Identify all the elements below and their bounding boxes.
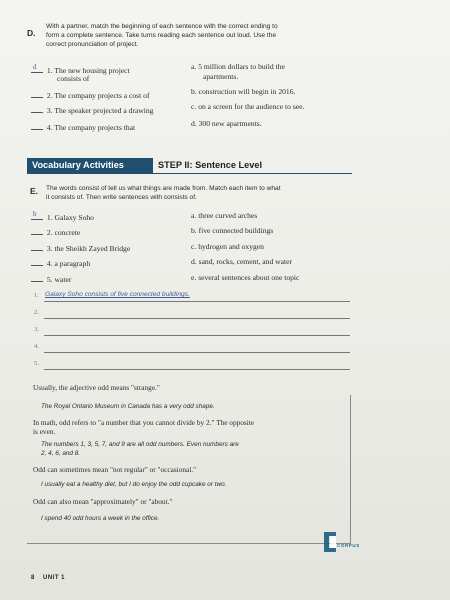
example-sentence: I spend 40 odd hours a week in the office. <box>41 515 160 522</box>
option-letter: b. <box>191 226 197 235</box>
section-e-instruction-line: The words consist of tell us what things are made from. Match each item to what <box>46 185 281 192</box>
example-sentence: I usually eat a healthy diet, but I do enjoy the odd cupcake or two. <box>41 481 227 488</box>
section-d-instructions <box>46 22 278 49</box>
definition-line: In math, odd refers to "a number that you cannot divide by 2." The opposite <box>33 418 255 427</box>
option-letter: d. <box>191 257 197 266</box>
option-text: construction will begin in 2016. <box>198 87 296 96</box>
item-number: 2. <box>46 91 53 100</box>
writing-line[interactable] <box>44 369 350 370</box>
item-number: 3. <box>46 244 53 253</box>
d-right-item-a <box>191 62 285 71</box>
answer-blank[interactable] <box>31 121 43 130</box>
option-text: on a screen for the audience to see. <box>198 102 305 111</box>
answer-blank[interactable] <box>31 64 43 73</box>
example-sentence: The Royal Ontario Museum in Canada has a very odd shape. <box>41 403 215 410</box>
writing-line[interactable] <box>44 335 350 336</box>
item-text: water <box>54 275 72 284</box>
option-text: 5 million dollars to build the <box>198 62 285 71</box>
unit-label: UNIT 1 <box>43 575 66 581</box>
writing-line[interactable] <box>44 318 350 319</box>
option-letter: c. <box>191 242 197 251</box>
option-letter: a. <box>191 211 197 220</box>
header-divider <box>27 173 352 174</box>
d-left-item-2 <box>31 89 149 100</box>
section-e-letter: E. <box>30 186 39 196</box>
handwritten-answer: b <box>33 210 37 218</box>
section-d-instruction-line: With a partner, match the beginning of each sentence with the correct ending to <box>46 23 278 30</box>
option-text: five connected buildings <box>198 226 274 235</box>
handwritten-answer: d <box>33 63 37 71</box>
answer-blank[interactable] <box>31 89 43 98</box>
option-text: sand, rocks, cement, and water <box>198 257 293 266</box>
page-footer <box>31 575 65 581</box>
line-number: 3. <box>34 326 39 333</box>
page-number: 8 <box>31 575 35 581</box>
example-sentence <box>41 441 239 458</box>
answer-blank[interactable] <box>31 104 43 113</box>
section-d-letter: D. <box>27 28 36 38</box>
odd-intro: Usually, the adjective odd means "strange." <box>33 383 160 392</box>
example-line: 2, 4, 6, and 8. <box>41 449 81 457</box>
option-text: three curved arches <box>198 211 258 220</box>
section-d-instruction-line: correct pronunciation of project. <box>46 41 139 48</box>
writing-line[interactable] <box>44 352 350 353</box>
d-left-item-1-cont: consists of <box>57 74 90 83</box>
item-text: The company projects a cost of <box>54 91 150 100</box>
item-number: 5. <box>46 275 53 284</box>
odd-approximate-definition: Odd can also mean "approximately" or "about." <box>33 497 173 506</box>
item-text: The new housing project <box>54 66 130 75</box>
line-number: 1. <box>34 292 39 299</box>
answer-blank[interactable] <box>31 257 43 266</box>
d-right-item-a-cont: apartments. <box>203 72 239 81</box>
e-left-item-1 <box>31 211 94 222</box>
answer-blank[interactable] <box>31 242 43 251</box>
option-letter: d. <box>191 119 197 128</box>
e-left-item-5 <box>31 273 71 284</box>
e-left-item-2 <box>31 226 80 237</box>
step-title: STEP II: Sentence Level <box>158 160 262 170</box>
option-text: hydrogen and oxygen <box>198 242 264 251</box>
item-text: The speaker projected a drawing <box>54 106 154 115</box>
section-e-instructions <box>46 184 281 202</box>
d-right-item-d <box>191 119 262 128</box>
d-right-item-c <box>191 102 304 111</box>
section-e-instruction-line: it consists of. Then write sentences with consists of. <box>46 194 197 201</box>
item-number: 4. <box>46 259 53 268</box>
d-right-item-b <box>191 87 295 96</box>
e-right-item-c <box>191 242 264 251</box>
option-text: several sentences about one topic <box>198 273 300 282</box>
section-d-instruction-line: form a complete sentence. Take turns reading each sentence out loud. Use the <box>46 32 277 39</box>
writing-line[interactable] <box>44 301 350 302</box>
option-letter: b. <box>191 87 197 96</box>
corpus-logo-icon <box>322 530 366 554</box>
item-number: 1. <box>46 66 53 75</box>
handwritten-sentence: Galaxy Soho consists of five connected buildings. <box>45 291 190 298</box>
item-text: Galaxy Soho <box>54 213 94 222</box>
e-right-item-b <box>191 226 273 235</box>
item-text: The company projects that <box>54 123 136 132</box>
d-left-item-3 <box>31 104 153 115</box>
e-right-item-a <box>191 211 257 220</box>
item-text: a paragraph <box>54 259 91 268</box>
line-number: 4. <box>34 343 39 350</box>
answer-blank[interactable] <box>31 211 43 220</box>
e-right-item-d <box>191 257 292 266</box>
item-text: concrete <box>54 228 81 237</box>
odd-irregular-definition: Odd can sometimes mean "not regular" or "occasional." <box>33 465 197 474</box>
corpus-logo-text: CORPUS <box>337 543 360 548</box>
answer-blank[interactable] <box>31 226 43 235</box>
answer-blank[interactable] <box>31 273 43 282</box>
vocabulary-activities-banner: Vocabulary Activities <box>27 158 153 173</box>
item-number: 3. <box>46 106 53 115</box>
item-text: the Sheikh Zayed Bridge <box>54 244 131 253</box>
option-letter: a. <box>191 62 197 71</box>
line-number: 2. <box>34 309 39 316</box>
e-right-item-e <box>191 273 299 282</box>
d-left-item-4 <box>31 121 135 132</box>
definition-line: is even. <box>33 427 56 436</box>
item-number: 2. <box>46 228 53 237</box>
item-number: 4. <box>46 123 53 132</box>
odd-math-definition <box>33 418 254 436</box>
example-line: The numbers 1, 3, 5, 7, and 9 are all odd numbers. Even numbers are <box>41 441 239 448</box>
e-left-item-4 <box>31 257 90 268</box>
option-letter: c. <box>191 102 197 111</box>
item-number: 1. <box>46 213 53 222</box>
line-number: 5. <box>34 360 39 367</box>
option-letter: e. <box>191 273 197 282</box>
e-left-item-3 <box>31 242 130 253</box>
option-text: 300 new apartments. <box>198 119 262 128</box>
